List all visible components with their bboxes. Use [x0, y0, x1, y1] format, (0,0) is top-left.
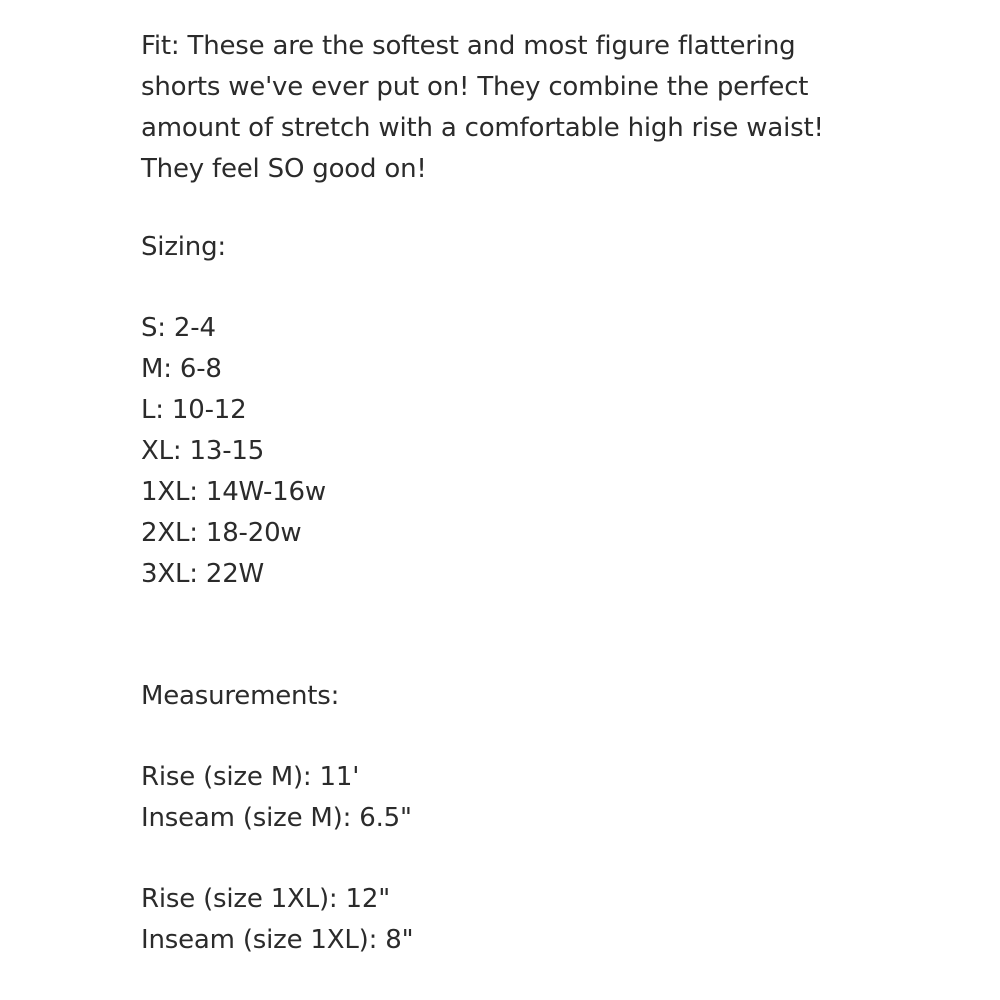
fit-paragraph [141, 26, 961, 190]
fit-line: Fit: These are the softest and most figure flattering [141, 31, 796, 61]
measurements-heading: Measurements: [141, 681, 340, 711]
measurement-item: Rise (size M): 11' [141, 762, 360, 792]
size-item: 3XL: 22W [141, 559, 265, 589]
fit-line: shorts we've ever put on! They combine the perfect [141, 72, 809, 102]
fit-line: They feel SO good on! [141, 154, 427, 184]
size-item: XL: 13-15 [141, 436, 265, 466]
sizing-list [141, 308, 961, 595]
size-item: S: 2-4 [141, 313, 216, 343]
product-description [141, 26, 961, 961]
measurement-item: Inseam (size M): 6.5" [141, 803, 412, 833]
size-item: 2XL: 18-20w [141, 518, 302, 548]
measurements-size-1xl [141, 879, 961, 961]
size-item: 1XL: 14W-16w [141, 477, 326, 507]
sizing-heading: Sizing: [141, 232, 226, 262]
size-item: L: 10-12 [141, 395, 247, 425]
measurement-item: Inseam (size 1XL): 8" [141, 925, 414, 955]
measurements-size-m [141, 757, 961, 839]
measurement-item: Rise (size 1XL): 12" [141, 884, 390, 914]
fit-line: amount of stretch with a comfortable high rise waist! [141, 113, 824, 143]
size-item: M: 6-8 [141, 354, 222, 384]
